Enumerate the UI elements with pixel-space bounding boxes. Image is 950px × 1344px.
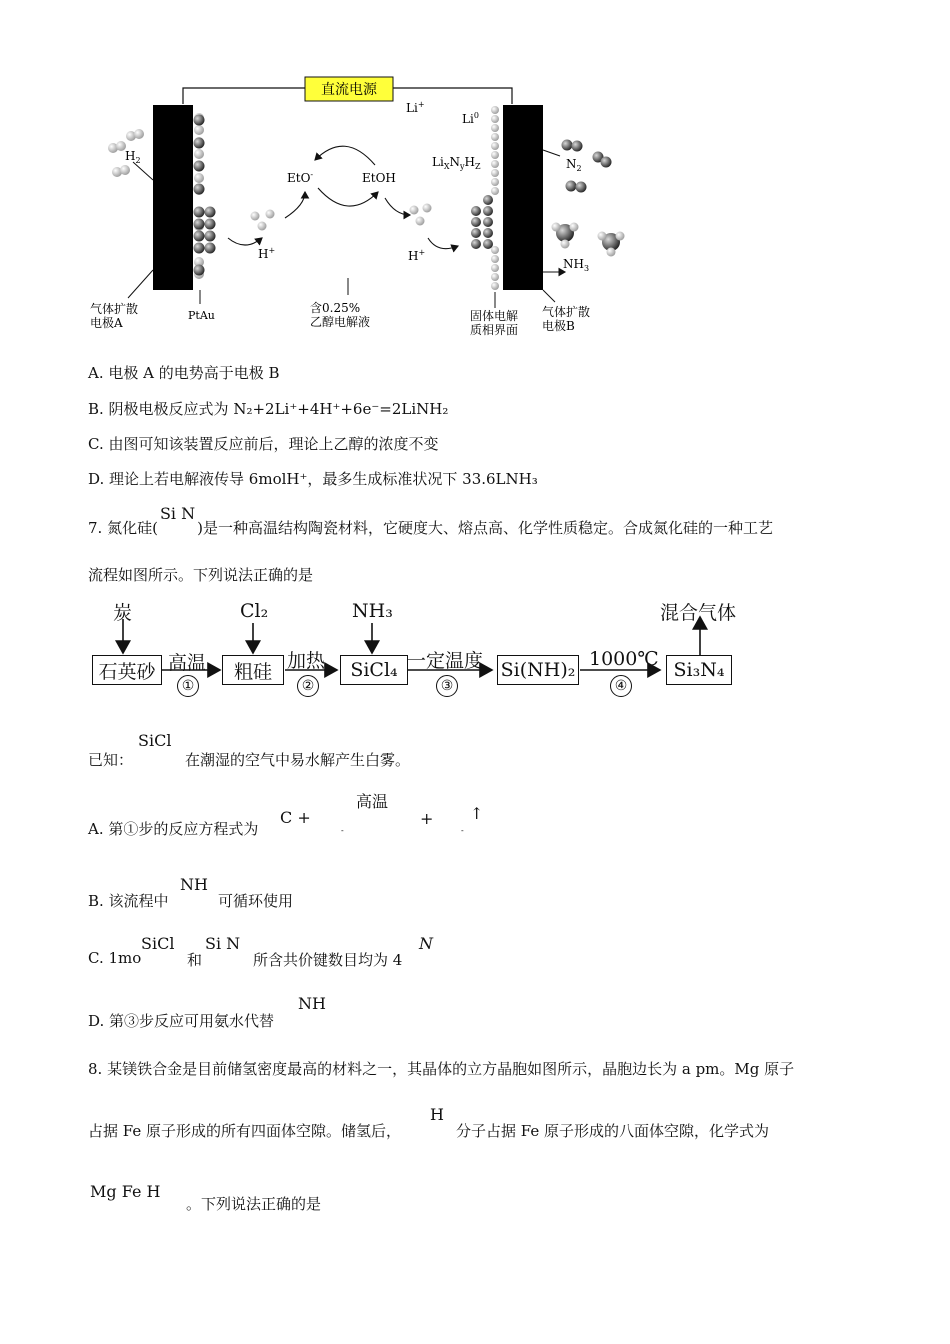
q7-stem-prefix: 7. 氮化硅( [88, 519, 158, 537]
flow-input-cl2: Cl₂ [240, 600, 269, 622]
gas-diffusion-b-label-1: 气体扩散 [542, 305, 591, 319]
lixnyhz-label: $Li_XN_yH_Z$ [432, 155, 481, 171]
h-plus-cluster-right [410, 204, 432, 226]
li-plus-label: Li+ [406, 100, 425, 115]
q8-line2-prefix: 占据 Fe 原子形成的所有四面体空隙。储氢后， [88, 1122, 402, 1140]
q7-option-a-c: C + [280, 808, 311, 827]
q7-option-c-formula1: SiCl [141, 934, 175, 953]
q7-stem-suffix: )是一种高温结构陶瓷材料，它硬度大、熔点高、化学性质稳定。合成氮化硅的一种工艺 [197, 519, 773, 537]
flow-box-si3n4: Si₃N₄ [666, 655, 732, 685]
flow-box-quartz-sand: 石英砂 [92, 655, 162, 685]
gas-diffusion-a-label-1: 气体扩散 [90, 302, 139, 316]
flow-box-crude-silicon: 粗硅 [222, 655, 284, 685]
flow-cond-3: 一定温度 [407, 650, 484, 672]
interface-label-1: 固体电解 [470, 309, 519, 323]
q7-option-a-prefix: A. 第①步的反应方程式为 [88, 820, 259, 838]
q8-line1: 8. 某镁铁合金是目前储氢密度最高的材料之一，其晶体的立方晶胞如图所示，晶胞边长为 a pm。Mg 原子 [88, 1060, 795, 1078]
interface-column-dark [471, 195, 493, 249]
nh3-molecules [552, 223, 625, 257]
li0-label: Li$^0$ [462, 111, 479, 126]
q7-option-a-sub1: - [341, 826, 344, 835]
electrolyte-label-2: 乙醇电解液 [310, 315, 371, 329]
q7-option-a-sub2: - [461, 826, 464, 835]
q7-option-c-na: N [419, 934, 433, 953]
electrode-b [503, 105, 543, 290]
q7-option-a-gas-arrow: ↑ [470, 804, 484, 823]
q7-option-b-formula: NH [180, 875, 208, 894]
n2-label: $N_2$ [566, 157, 582, 173]
wire-left [183, 88, 305, 104]
flow-output-mixed-gas: 混合气体 [660, 602, 737, 624]
flow-box-sicl4: SiCl₄ [340, 655, 408, 685]
h-plus-left-label: H+ [258, 246, 276, 261]
q7-option-d-formula: NH [298, 994, 326, 1013]
nh3-label: $NH_3$ [563, 257, 590, 273]
etoh-label: EtOH [362, 171, 396, 185]
q7-option-c-formula2: Si N [205, 934, 241, 953]
q7-option-c-prefix: C. 1mo [88, 949, 142, 967]
q6-option-c: C. 由图可知该装置反应前后，理论上乙醇的浓度不变 [88, 435, 439, 453]
h-plus-cluster-left [251, 210, 275, 231]
flow-step-4: ④ [610, 675, 632, 697]
q7-known-formula: SiCl [138, 731, 172, 750]
flow-step-2: ② [297, 675, 319, 697]
q6-option-b: B. 阴极电极反应式为 N₂+2Li⁺+4H⁺+6e⁻=2LiNH₂ [88, 400, 449, 418]
flow-input-nh3: NH₃ [352, 600, 393, 622]
gas-diffusion-b-label-2: 电极B [542, 319, 575, 333]
flow-cond-2: 加热 [287, 650, 326, 672]
flow-step-1: ① [177, 675, 199, 697]
q8-line2-suffix: 分子占据 Fe 原子形成的八面体空隙，化学式为 [456, 1122, 770, 1140]
h2-label: $H_2$ [125, 149, 141, 165]
flow-cond-1: 高温 [168, 652, 207, 674]
electrode-a [153, 105, 193, 290]
q7-stem-line2: 流程如图所示。下列说法正确的是 [88, 566, 314, 584]
q7-option-b-prefix: B. 该流程中 [88, 892, 169, 910]
q7-option-b-suffix: 可循环使用 [218, 892, 294, 910]
q8-line3-suffix: 。下列说法正确的是 [186, 1195, 322, 1213]
q7-option-c-and: 和 [187, 951, 203, 969]
eto-label: EtO- [287, 170, 314, 185]
q8-line3-formula: Mg Fe H [90, 1182, 161, 1201]
flow-input-carbon: 炭 [113, 602, 133, 624]
electrolyte-label-1: 含0.25% [310, 301, 361, 315]
q7-option-a-plus: + [420, 809, 434, 828]
q7-stem-formula: Si N [159, 504, 196, 523]
power-supply-label: 直流电源 [321, 82, 377, 98]
h-plus-right-label: H+ [408, 248, 426, 263]
ptau-label: PtAu [188, 309, 215, 322]
flow-box-si-nh2: Si(NH)₂ [497, 655, 579, 685]
flow-cond-4: 1000℃ [589, 648, 659, 670]
q6-option-a: A. 电极 A 的电势高于电极 B [88, 364, 280, 382]
q7-option-a-condition: 高温 [356, 792, 389, 811]
interface-label-2: 质相界面 [470, 323, 519, 337]
q8-line2-formula: H [430, 1105, 444, 1124]
q7-stem-line1 [88, 504, 773, 538]
gas-diffusion-a-label-2: 电极A [90, 316, 123, 330]
ptau-column-dark [194, 115, 216, 276]
q6-option-d: D. 理论上若电解液传导 6molH⁺，最多生成标准状况下 33.6LNH₃ [88, 470, 538, 488]
q7-option-c-mid: 所含共价键数目均为 4 [253, 951, 403, 969]
electrolysis-diagram [0, 0, 950, 345]
q7-known-suffix: 在潮湿的空气中易水解产生白雾。 [185, 751, 411, 769]
q7-option-d-prefix: D. 第③步反应可用氨水代替 [88, 1012, 275, 1030]
flow-step-3: ③ [436, 675, 458, 697]
q7-known-prefix: 已知： [88, 751, 134, 769]
